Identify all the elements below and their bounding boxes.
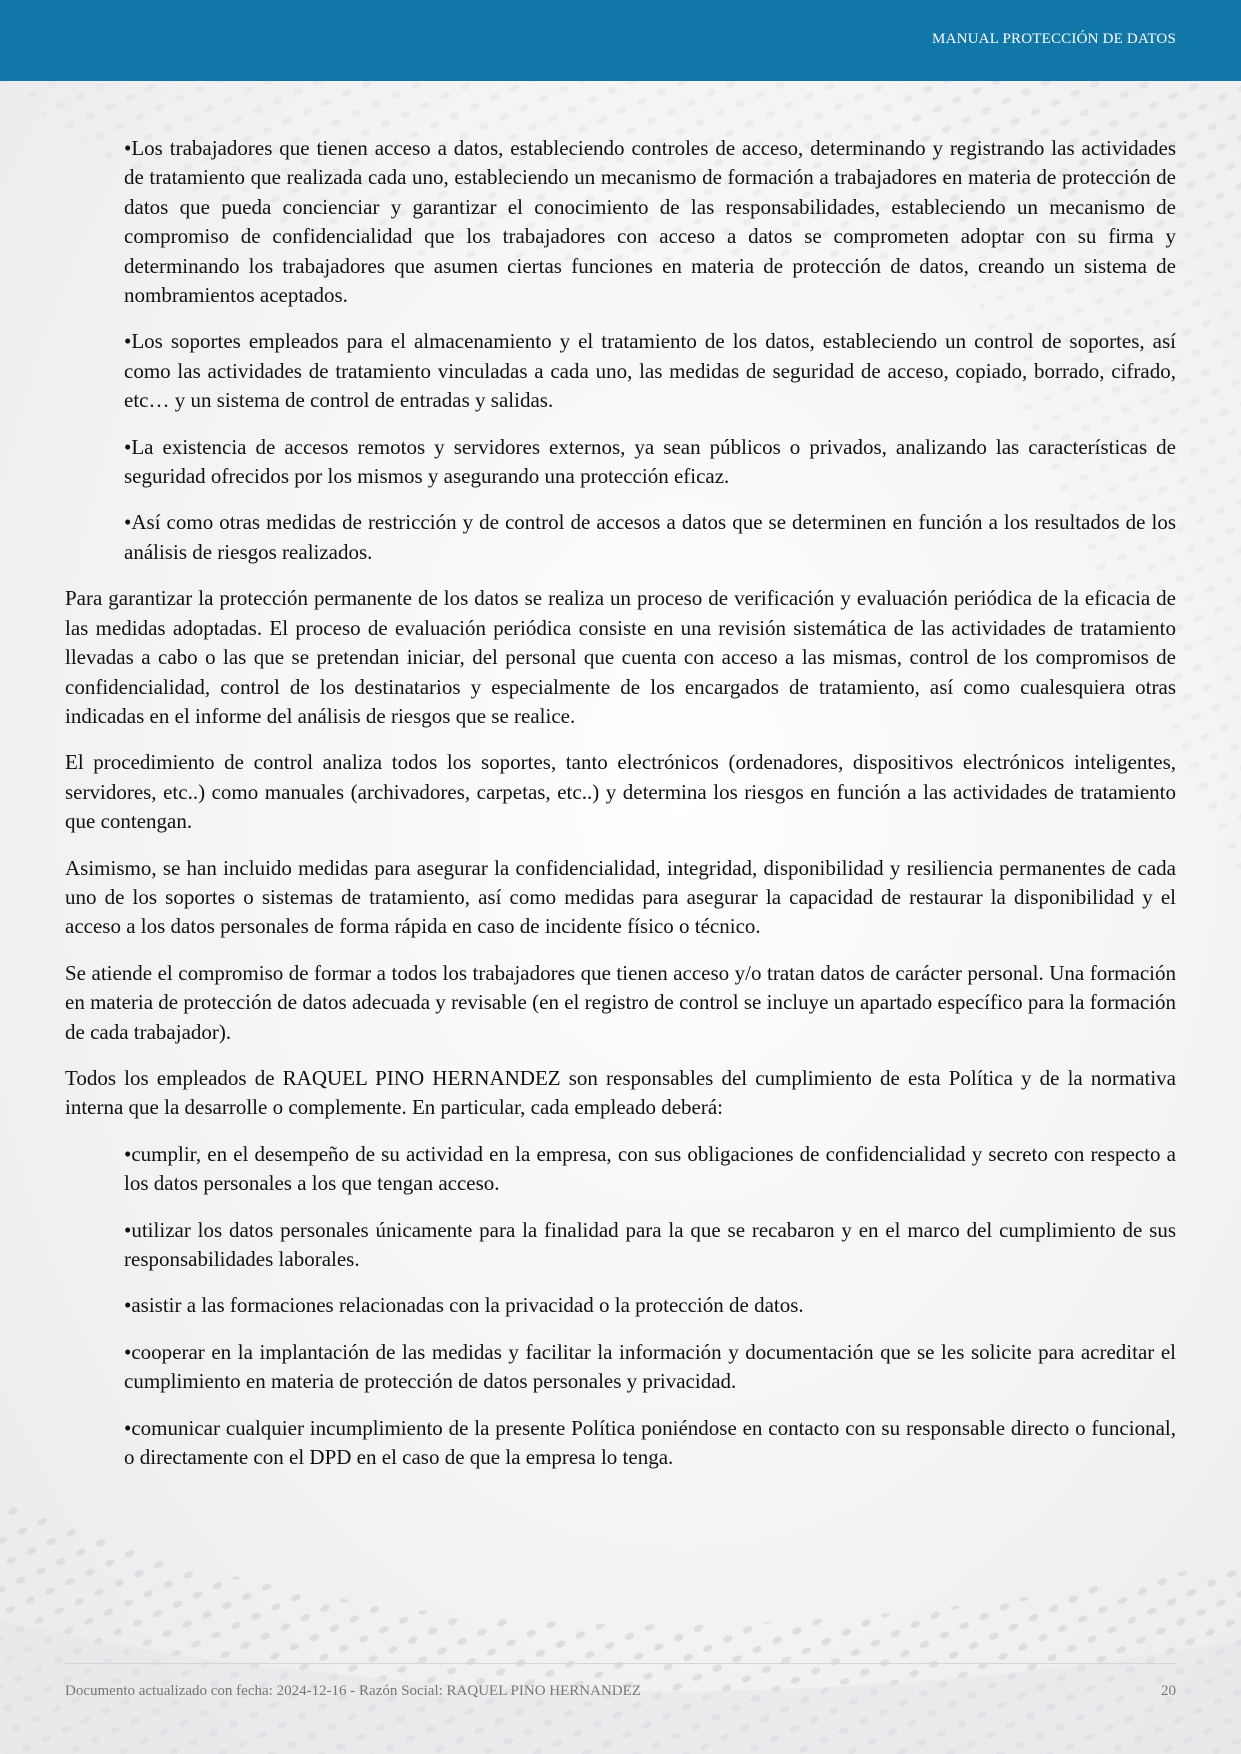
- bullet-utilizar: •utilizar los datos personales únicamente para la finalidad para la que se recabaron y en el marco del cumplimiento de sus responsabilidades laborales.: [124, 1217, 1176, 1271]
- footer-divider: [65, 1663, 1176, 1664]
- bullet-otras-medidas: •Así como otras medidas de restricción y de control de accesos a datos que se determinen en función a los resultados de los análisis de riesgos realizados.: [124, 510, 1176, 564]
- bullet-trabajadores: •Los trabajadores que tienen acceso a datos, estableciendo controles de acceso, determinando y registrando las actividades de tratamiento que realizada cada uno, estableciendo un mecanismo de formación a trabajadores en materia de protección de datos que pueda concienciar y garantizar el conocimiento de las responsabilidades, estableciendo un mecanismo de compromiso de confidencialidad que los trabajadores con acceso a datos se comprometen adoptar con su firma y determinando los trabajadores que asumen ciertas funciones en materia de protección de datos, creando un sistema de nombramientos aceptados.: [124, 136, 1176, 308]
- paragraph-formacion: Se atiende el compromiso de formar a todos los trabajadores que tienen acceso y/o tratan datos de carácter personal. Una formación en materia de protección de datos adecuada y revisable (en el registro de control se incluye un apartado específico para la formación de cada trabajador).: [65, 960, 1176, 1044]
- page-header: [0, 0, 1241, 81]
- bullet-soportes: •Los soportes empleados para el almacenamiento y el tratamiento de los datos, estableciendo un control de soportes, así como las actividades de tratamiento vinculadas a cada uno, las medidas de seguridad de acceso, copiado, borrado, cifrado, etc… y un sistema de control de entradas y salidas.: [124, 329, 1176, 413]
- bullet-cooperar: •cooperar en la implantación de las medidas y facilitar la información y documentación que se les solicite para acreditar el cumplimiento en materia de protección de datos personales y privacidad.: [124, 1339, 1176, 1394]
- bullet-asistir: •asistir a las formaciones relacionadas con la privacidad o la protección de datos.: [124, 1293, 804, 1318]
- paragraph-empleados: Todos los empleados de RAQUEL PINO HERNANDEZ son responsables del cumplimiento de esta Política y de la normativa interna que la desarrolle o complemente. En particular, cada empleado deberá:: [65, 1065, 1176, 1120]
- page-number: 20: [1161, 1683, 1176, 1699]
- bullet-comunicar: •comunicar cualquier incumplimiento de la presente Política poniéndose en contacto con su responsable directo o funcional, o directamente con el DPD en el caso de que la empresa lo tenga.: [124, 1415, 1176, 1470]
- paragraph-verificacion: Para garantizar la protección permanente de los datos se realiza un proceso de verificación y evaluación periódica de la eficacia de las medidas adoptadas. El proceso de evaluación periódica consiste en una revisión sistemática de las actividades de tratamiento llevadas a cabo o las que se pretendan iniciar, del personal que cuenta con acceso a las mismas, control de los compromisos de confidencialidad, control de los destinatarios y especialmente de los encargados de tratamiento, así como cualesquiera otras indicadas en el informe del análisis de riesgos que se realice.: [65, 586, 1176, 728]
- bullet-accesos-remotos: •La existencia de accesos remotos y servidores externos, ya sean públicos o privados, analizando las características de seguridad ofrecidos por los mismos y asegurando una protección eficaz.: [124, 434, 1176, 489]
- paragraph-procedimiento-control: El procedimiento de control analiza todos los soportes, tanto electrónicos (ordenadores, dispositivos electrónicos inteligentes, servidores, etc..) como manuales (archivadores, carpetas, etc..) y determina los riesgos en función a las actividades de tratamiento que contengan.: [65, 750, 1176, 834]
- bullet-cumplir: •cumplir, en el desempeño de su actividad en la empresa, con sus obligaciones de confidencialidad y secreto con respecto a los datos personales a los que tengan acceso.: [124, 1141, 1176, 1196]
- header-title: MANUAL PROTECCIÓN DE DATOS: [932, 31, 1176, 47]
- document-body: [65, 134, 1176, 1489]
- paragraph-confidencialidad: Asimismo, se han incluido medidas para asegurar la confidencialidad, integridad, disponibilidad y resiliencia permanentes de cada uno de los soportes o sistemas de tratamiento, así como medidas para asegurar la capacidad de restaurar la disponibilidad y el acceso a los datos personales de forma rápida en caso de incidente físico o técnico.: [65, 855, 1176, 939]
- footer-text: Documento actualizado con fecha: 2024-12-16 - Razón Social: RAQUEL PINO HERNANDEZ: [65, 1683, 641, 1699]
